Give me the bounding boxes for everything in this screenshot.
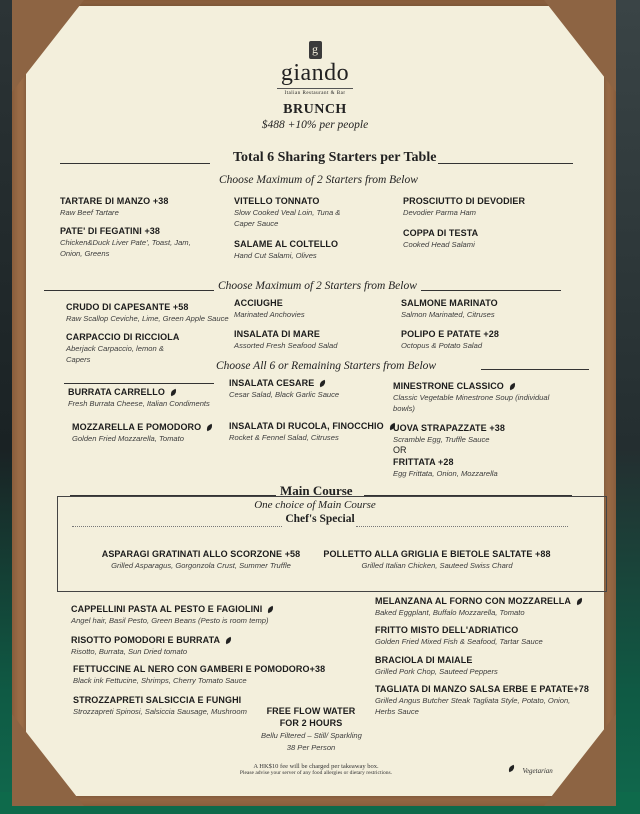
corner-top-right xyxy=(544,0,616,92)
main-fritto: FRITTO MISTO DELL'ADRIATICO Golden Fried Mixed Fish & Seafood, Tartar Sauce xyxy=(375,625,543,646)
water-block: FREE FLOW WATER FOR 2 HOURS Bellu Filtered – Still/ Sparkling 38 Per Person xyxy=(261,706,362,752)
dish-insalata-mare: INSALATA DI MARE Assorted Fresh Seafood Salad xyxy=(234,329,338,350)
corner-bottom-left xyxy=(12,714,84,806)
dish-polipo: POLIPO E PATATE +28 Octopus & Potato Salad xyxy=(401,329,500,350)
special-asparagi: ASPARAGI GRATINATI ALLO SCORZONE +58 Grilled Asparagus, Gorgonzola Crust, Summer Truffle xyxy=(101,549,301,570)
price: $488 +10% per people xyxy=(261,119,369,131)
menu-title: BRUNCH xyxy=(283,102,347,117)
dish-rucola: INSALATA DI RUCOLA, FINOCCHIO Rocket & Fennel Salad, Citruses xyxy=(229,421,399,443)
vegetarian-legend: Vegetarian xyxy=(508,760,553,778)
special-polletto: POLLETTO ALLA GRIGLIA E BIETOLE SALTATE +88 Grilled Italian Chicken, Sauteed Swiss Chard xyxy=(323,549,551,570)
or-separator: OR xyxy=(393,445,407,455)
dish-vitello: VITELLO TONNATO Slow Cooked Veal Loin, Tuna & Caper Sauce xyxy=(234,196,341,228)
main-fettuccine: FETTUCCINE AL NERO CON GAMBERI E POMODORO+38 Black ink Fettucine, Shrimps, Cherry Tomato Sauce xyxy=(73,664,326,685)
main-subheading: One choice of Main Course xyxy=(254,499,376,511)
dish-prosciutto: PROSCIUTTO DI DEVODIER Devodier Parma Ham xyxy=(403,196,526,217)
tagline: Italian Restaurant & Bar xyxy=(284,91,346,96)
main-strozzapreti: STROZZAPRETI SALSICCIA E FUNGHI Strozzapreti Spinosi, Salsiccia Sausage, Mushroom xyxy=(73,695,247,716)
vegetarian-leaf-icon xyxy=(575,598,583,605)
vegetarian-leaf-icon xyxy=(508,383,516,390)
group2-title: Choose Maximum of 2 Starters from Below xyxy=(218,280,417,292)
dish-tartare: TARTARE DI MANZO +38 Raw Beef Tartare xyxy=(60,196,169,217)
dish-acciughe: ACCIUGHE Marinated Anchovies xyxy=(234,298,305,319)
vegetarian-leaf-icon xyxy=(169,389,177,396)
corner-bottom-right xyxy=(544,714,616,806)
group3-title: Choose All 6 or Remaining Starters from Below xyxy=(216,360,437,372)
main-tagliata: TAGLIATA DI MANZO SALSA ERBE E PATATE+78 Grilled Angus Butcher Steak Tagliata Style, Potato, Onion, Herbs Sauce xyxy=(375,684,589,716)
dish-burrata: BURRATA CARRELLO Fresh Burrata Cheese, Italian Condiments xyxy=(68,387,210,408)
dish-frittata: FRITTATA +28 Egg Frittata, Onion, Mozzarella xyxy=(393,457,498,478)
starters-heading: Total 6 Sharing Starters per Table xyxy=(233,150,437,165)
vegetarian-leaf-icon xyxy=(267,606,275,613)
logo-icon: g xyxy=(309,41,322,59)
dish-cesare: INSALATA CESARE Cesar Salad, Black Garlic Sauce xyxy=(229,378,340,399)
vegetarian-leaf-icon xyxy=(224,637,232,644)
menu-sheet xyxy=(26,6,604,796)
vegetarian-leaf-icon xyxy=(507,765,515,772)
dish-uova: UOVA STRAPAZZATE +38 Scramble Egg, Truffle Sauce OR xyxy=(393,423,583,455)
header xyxy=(26,40,604,131)
main-heading: Main Course xyxy=(280,483,353,498)
dish-crudo: CRUDO DI CAPESANTE +58 Raw Scallop Ceviche, Lime, Green Apple Sauce xyxy=(66,302,229,323)
vegetarian-leaf-icon xyxy=(319,380,327,387)
group1-title: Choose Maximum of 2 Starters from Below xyxy=(219,174,418,186)
main-risotto: RISOTTO POMODORI E BURRATA Risotto, Burrata, Sun Dried tomato xyxy=(71,635,311,657)
dish-salame: SALAME AL COLTELLO Hand Cut Salami, Olives xyxy=(234,239,339,260)
vegetarian-leaf-icon xyxy=(206,424,214,431)
main-braciola: BRACIOLA DI MAIALE Grilled Pork Chop, Sauteed Peppers xyxy=(375,655,498,676)
chefs-special-box xyxy=(57,496,607,592)
dish-mozzarella: MOZZARELLA E POMODORO Golden Fried Mozzarella, Tomato xyxy=(72,422,262,444)
main-cappellini: CAPPELLINI PASTA AL PESTO E FAGIOLINI Angel hair, Basil Pesto, Green Beans (Pesto is room temp) xyxy=(71,604,311,626)
main-melanzana: MELANZANA AL FORNO CON MOZZARELLA Baked Eggplant, Buffalo Mozzarella, Tomato xyxy=(375,596,595,618)
dish-coppa: COPPA DI TESTA Cooked Head Salami xyxy=(403,228,479,249)
dish-salmone: SALMONE MARINATO Salmon Marinated, Citruses xyxy=(401,298,498,319)
dish-pate: PATE' DI FEGATINI +38 Chicken&Duck Liver Pate', Toast, Jam, Onion, Greens xyxy=(60,226,191,258)
restaurant-name: giando xyxy=(280,60,350,86)
corner-top-left xyxy=(12,0,84,92)
chefs-special-title: Chef's Special xyxy=(285,513,355,525)
footer-notes: A HK$10 fee will be charged per takeaway box. Please advise your server of any food allergies or dietary restrictions. xyxy=(239,763,393,776)
dish-minestrone: MINESTRONE CLASSICO Classic Vegetable Minestrone Soup (individual bowls) xyxy=(393,381,550,413)
dish-carpaccio: CARPACCIO DI RICCIOLA Aberjack Carpaccio, lemon & Capers xyxy=(66,332,180,364)
